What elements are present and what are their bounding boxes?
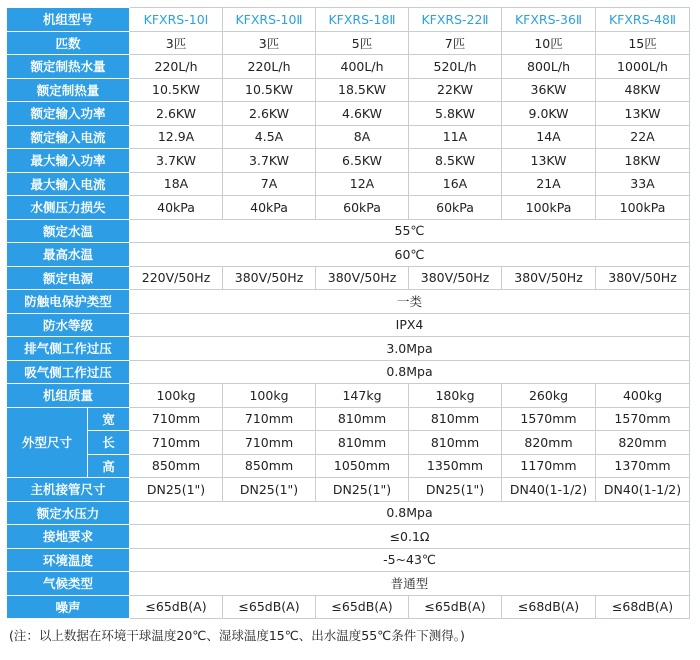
table-cell: 10匹 bbox=[502, 31, 596, 55]
table-row bbox=[7, 290, 690, 314]
table-cell-merged: 60℃ bbox=[130, 243, 690, 267]
table-cell: 710mm bbox=[130, 431, 223, 455]
table-cell: 100kPa bbox=[502, 196, 596, 220]
table-cell: 1350mm bbox=[409, 454, 502, 478]
table-row bbox=[7, 572, 690, 596]
table-cell: DN40(1-1/2) bbox=[596, 478, 690, 502]
table-cell: 14A bbox=[502, 125, 596, 149]
table-cell: 850mm bbox=[223, 454, 316, 478]
table-row bbox=[7, 431, 690, 455]
table-cell-merged: ≤0.1Ω bbox=[130, 525, 690, 549]
row-label: 接地要求 bbox=[7, 525, 130, 549]
table-cell: 48KW bbox=[596, 78, 690, 102]
table-row bbox=[7, 149, 690, 173]
table-row bbox=[7, 55, 690, 79]
model-name: KFXRS-22Ⅱ bbox=[409, 8, 502, 32]
table-cell: 10.5KW bbox=[223, 78, 316, 102]
model-name: KFXRS-36Ⅱ bbox=[502, 8, 596, 32]
table-row bbox=[7, 525, 690, 549]
table-cell: 2.6KW bbox=[223, 102, 316, 126]
table-cell: 5.8KW bbox=[409, 102, 502, 126]
table-cell: DN25(1") bbox=[130, 478, 223, 502]
row-label: 主机接管尺寸 bbox=[7, 478, 130, 502]
table-cell: 6.5KW bbox=[316, 149, 409, 173]
table-cell: 380V/50Hz bbox=[223, 266, 316, 290]
table-cell: 21A bbox=[502, 172, 596, 196]
table-cell: ≤65dB(A) bbox=[223, 595, 316, 619]
row-label-dimensions: 外型尺寸 bbox=[7, 407, 88, 478]
table-cell-merged: -5~43℃ bbox=[130, 548, 690, 572]
table-cell: 810mm bbox=[316, 407, 409, 431]
row-label: 额定水温 bbox=[7, 219, 130, 243]
table-row bbox=[7, 243, 690, 267]
table-cell: 810mm bbox=[409, 431, 502, 455]
table-cell: 1000L/h bbox=[596, 55, 690, 79]
row-label: 吸气侧工作过压 bbox=[7, 360, 130, 384]
footnote: (注：以上数据在环境干球温度20℃、湿球温度15℃、出水温度55℃条件下测得。) bbox=[9, 628, 465, 643]
table-cell-merged: 3.0Mpa bbox=[130, 337, 690, 361]
row-label: 匹数 bbox=[7, 31, 130, 55]
table-row bbox=[7, 548, 690, 572]
table-row bbox=[7, 125, 690, 149]
sub-label: 宽 bbox=[88, 407, 130, 431]
table-cell-merged: 普通型 bbox=[130, 572, 690, 596]
table-cell-merged: IPX4 bbox=[130, 313, 690, 337]
table-cell: 3.7KW bbox=[130, 149, 223, 173]
table-cell: ≤68dB(A) bbox=[502, 595, 596, 619]
table-cell: 8A bbox=[316, 125, 409, 149]
table-cell: 7A bbox=[223, 172, 316, 196]
table-cell-merged: 55℃ bbox=[130, 219, 690, 243]
table-row bbox=[7, 407, 690, 431]
table-row bbox=[7, 78, 690, 102]
table-cell-merged: 0.8Mpa bbox=[130, 360, 690, 384]
table-cell: 220L/h bbox=[130, 55, 223, 79]
row-label: 排气侧工作过压 bbox=[7, 337, 130, 361]
table-cell: 380V/50Hz bbox=[409, 266, 502, 290]
table-cell: ≤65dB(A) bbox=[409, 595, 502, 619]
table-cell: 4.5A bbox=[223, 125, 316, 149]
row-label: 额定水压力 bbox=[7, 501, 130, 525]
table-cell: 22A bbox=[596, 125, 690, 149]
table-cell: 520L/h bbox=[409, 55, 502, 79]
row-label: 额定制热量 bbox=[7, 78, 130, 102]
table-cell: DN25(1") bbox=[223, 478, 316, 502]
table-cell-merged: 0.8Mpa bbox=[130, 501, 690, 525]
row-label: 防水等级 bbox=[7, 313, 130, 337]
table-cell: 60kPa bbox=[316, 196, 409, 220]
table-cell: 3匹 bbox=[223, 31, 316, 55]
table-cell: 22KW bbox=[409, 78, 502, 102]
table-cell: 710mm bbox=[130, 407, 223, 431]
table-cell: 7匹 bbox=[409, 31, 502, 55]
table-cell: 8.5KW bbox=[409, 149, 502, 173]
table-row bbox=[7, 313, 690, 337]
row-label: 额定制热水量 bbox=[7, 55, 130, 79]
table-cell: 36KW bbox=[502, 78, 596, 102]
table-cell: 100kg bbox=[223, 384, 316, 408]
table-cell: DN25(1") bbox=[316, 478, 409, 502]
table-cell: 1370mm bbox=[596, 454, 690, 478]
table-row bbox=[7, 478, 690, 502]
table-cell: DN40(1-1/2) bbox=[502, 478, 596, 502]
model-name: KFXRS-48Ⅱ bbox=[596, 8, 690, 32]
table-cell: 220L/h bbox=[223, 55, 316, 79]
table-cell: 710mm bbox=[223, 407, 316, 431]
row-label: 最大输入电流 bbox=[7, 172, 130, 196]
table-row bbox=[7, 266, 690, 290]
table-cell: 3.7KW bbox=[223, 149, 316, 173]
row-label: 环境温度 bbox=[7, 548, 130, 572]
row-label: 气候类型 bbox=[7, 572, 130, 596]
table-cell: 380V/50Hz bbox=[502, 266, 596, 290]
table-cell: 33A bbox=[596, 172, 690, 196]
table-row bbox=[7, 172, 690, 196]
table-cell: 5匹 bbox=[316, 31, 409, 55]
table-cell: 180kg bbox=[409, 384, 502, 408]
table-cell: DN25(1") bbox=[409, 478, 502, 502]
table-cell: 13KW bbox=[502, 149, 596, 173]
table-cell: ≤65dB(A) bbox=[130, 595, 223, 619]
table-cell: 60kPa bbox=[409, 196, 502, 220]
table-cell: 18KW bbox=[596, 149, 690, 173]
sub-label: 长 bbox=[88, 431, 130, 455]
table-cell: 260kg bbox=[502, 384, 596, 408]
table-cell: 100kPa bbox=[596, 196, 690, 220]
table-cell: 16A bbox=[409, 172, 502, 196]
table-cell: 400kg bbox=[596, 384, 690, 408]
table-row bbox=[7, 360, 690, 384]
row-label: 防触电保护类型 bbox=[7, 290, 130, 314]
table-cell: 18A bbox=[130, 172, 223, 196]
table-cell: 3匹 bbox=[130, 31, 223, 55]
table-row bbox=[7, 454, 690, 478]
row-label: 额定输入功率 bbox=[7, 102, 130, 126]
table-cell: 100kg bbox=[130, 384, 223, 408]
table-cell: 400L/h bbox=[316, 55, 409, 79]
model-name: KFXRS-10Ⅱ bbox=[223, 8, 316, 32]
table-cell: 4.6KW bbox=[316, 102, 409, 126]
table-cell: ≤68dB(A) bbox=[596, 595, 690, 619]
model-header-label: 机组型号 bbox=[7, 8, 130, 32]
table-cell: 1570mm bbox=[596, 407, 690, 431]
table-cell: 380V/50Hz bbox=[596, 266, 690, 290]
table-row bbox=[7, 219, 690, 243]
row-label: 额定输入电流 bbox=[7, 125, 130, 149]
table-cell: ≤65dB(A) bbox=[316, 595, 409, 619]
header-row bbox=[7, 8, 690, 32]
row-label: 最高水温 bbox=[7, 243, 130, 267]
table-cell: 15匹 bbox=[596, 31, 690, 55]
table-row bbox=[7, 31, 690, 55]
table-cell: 40kPa bbox=[223, 196, 316, 220]
row-label: 额定电源 bbox=[7, 266, 130, 290]
table-cell: 820mm bbox=[596, 431, 690, 455]
table-row bbox=[7, 595, 690, 619]
table-cell: 220V/50Hz bbox=[130, 266, 223, 290]
table-cell: 380V/50Hz bbox=[316, 266, 409, 290]
table-cell: 820mm bbox=[502, 431, 596, 455]
table-cell: 800L/h bbox=[502, 55, 596, 79]
spec-table bbox=[6, 7, 690, 619]
row-label: 机组质量 bbox=[7, 384, 130, 408]
table-row bbox=[7, 196, 690, 220]
table-cell: 2.6KW bbox=[130, 102, 223, 126]
row-label: 水侧压力损失 bbox=[7, 196, 130, 220]
table-cell: 1050mm bbox=[316, 454, 409, 478]
sub-label: 高 bbox=[88, 454, 130, 478]
row-label: 最大输入功率 bbox=[7, 149, 130, 173]
table-cell: 810mm bbox=[316, 431, 409, 455]
table-row bbox=[7, 501, 690, 525]
table-cell: 147kg bbox=[316, 384, 409, 408]
table-cell: 18.5KW bbox=[316, 78, 409, 102]
table-cell: 11A bbox=[409, 125, 502, 149]
row-label: 噪声 bbox=[7, 595, 130, 619]
table-cell: 10.5KW bbox=[130, 78, 223, 102]
table-row bbox=[7, 337, 690, 361]
model-name: KFXRS-10Ⅰ bbox=[130, 8, 223, 32]
table-cell: 9.0KW bbox=[502, 102, 596, 126]
table-cell: 12.9A bbox=[130, 125, 223, 149]
table-row bbox=[7, 102, 690, 126]
table-cell: 810mm bbox=[409, 407, 502, 431]
table-cell: 40kPa bbox=[130, 196, 223, 220]
table-cell: 710mm bbox=[223, 431, 316, 455]
table-row bbox=[7, 384, 690, 408]
table-cell: 1170mm bbox=[502, 454, 596, 478]
table-cell: 13KW bbox=[596, 102, 690, 126]
table-cell: 1570mm bbox=[502, 407, 596, 431]
table-cell: 850mm bbox=[130, 454, 223, 478]
model-name: KFXRS-18Ⅱ bbox=[316, 8, 409, 32]
table-cell: 12A bbox=[316, 172, 409, 196]
table-cell-merged: 一类 bbox=[130, 290, 690, 314]
